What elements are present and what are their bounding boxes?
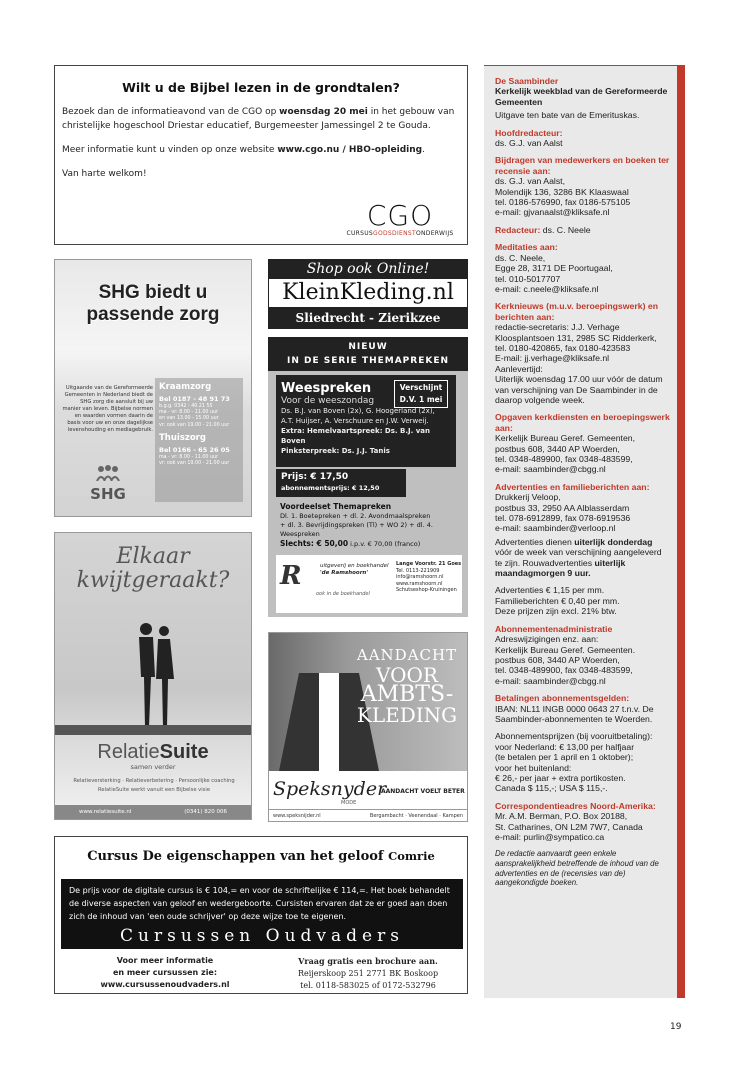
- sp-places: Bergambacht · Veenendaal · Kampen: [369, 813, 463, 819]
- shg-contact-panel: [155, 378, 243, 502]
- shg-headline: SHG biedt u passende zorg: [86, 282, 220, 325]
- cgo-logo: [330, 199, 470, 242]
- sp-footer: [269, 809, 467, 821]
- wp-authors: Ds. B.J. van Boven (2x), G. Hoogerland (2x),: [281, 407, 435, 415]
- relatiesuite-advertisement: [54, 532, 252, 820]
- shg-logo-text: SHG: [90, 485, 126, 503]
- wp-header-new: NIEUW: [348, 342, 388, 352]
- couple-silhouette-icon: [133, 621, 177, 731]
- co-brand: Cursussen Oudvaders: [120, 926, 404, 946]
- sp-website: www.speksnijder.nl: [273, 813, 321, 819]
- thuiszorg-heading: Thuiszorg: [159, 432, 206, 443]
- co-info-left: Voor meer informatie en meer cursussen zie: www.cursussenoudvaders.nl: [100, 956, 230, 989]
- rs-footer: [55, 805, 251, 819]
- wp-subtitle: Voor de weeszondag: [281, 396, 375, 406]
- sp-brand: Speksnyder: [273, 778, 387, 800]
- colophon-abonnementen: Abonnementenadministratie Adreswijzigingen enz. aan: Kerkelijk Bureau Geref. Gemeenten. postbus 608, 3440 AP Woerden, tel. 0348-489900, fax 0348-483599, e-mail: saambinder@cbgg.nl: [495, 623, 636, 686]
- themapreken-advertisement: [268, 337, 468, 617]
- cgo-advertisement: [54, 65, 468, 245]
- wp-main-block: [276, 375, 456, 467]
- shg-figures-icon: [93, 465, 123, 481]
- rs-website: www.relatiesuite.nl: [79, 809, 132, 815]
- cgo-title: Wilt u de Bijbel lezen in de grondtalen?: [122, 80, 400, 95]
- thuiszorg-line: ma - vr: 8.00 - 11.00 uur: [159, 454, 219, 460]
- colophon-masthead: [495, 76, 671, 121]
- colophon-disclaimer: De redactie aanvaardt geen enkele aansprakelijkheid betreffende de inhoud van de advertenties en de (recensies van de) aangekondigde boeken.: [495, 849, 659, 888]
- colophon-meditaties: Meditaties aan: ds. C. Neele, Egge 28, 3171 DE Poortugaal, tel. 010-5017707 e-mail: c.neele@kliksafe.nl: [495, 242, 613, 294]
- sp-headline: AANDACHT VOOR AMBTS- KLEDING: [356, 646, 458, 727]
- cgo-paragraph-1: Bezoek dan de informatieavond van de CGO op woensdag 20 mei in het gebouw van christelijke hogeschool Driestar educatief, Burgemeester Jamessingel 2 te Gouda.: [62, 107, 455, 131]
- thuiszorg-line: vr: ook van 19.00 - 21.00 uur: [159, 461, 230, 467]
- co-info-right: Vraag gratis een brochure aan. Reijerskoop 251 2771 BK Boskoop tel. 0118-583025 of 0172-532796: [297, 956, 439, 990]
- colophon-uitgave: Uitgave ten bate van de Emerituskas.: [495, 110, 640, 121]
- wp-voordeelset: Voordeelset Themapreken Dl. 1. Boetepreken + dl. 2. Avondmaalspreken + dl. 3. Bevrijdingspreken (Tl) + WO 2) + dl. 4. Weespreken Slechts: € 50,00 i.p.v. € 70,00 (franco): [280, 502, 433, 548]
- colophon-name: De Saambinder: [495, 76, 559, 86]
- wp-price-box: [276, 469, 406, 497]
- cgo-logo-subtitle: CURSUSGODSDIENSTONDERWIJS: [346, 230, 454, 237]
- wp-header: [268, 337, 468, 371]
- co-body: De prijs voor de digitale cursus is € 104,= en voor de schriftelijke € 114,=. Het boek behandelt de diverse aspecten van geloof en wedergeboorte. Cursisten ervaren dat ze er goed aan doen zich de inhoud van 'een oude schrijver' op deze wijze toe te eigenen.: [69, 886, 450, 921]
- rs-phone: (0341) 820 006: [184, 809, 227, 815]
- wp-authors: A.T. Huijser, A. Verschuure en J.W. Verweij.: [281, 417, 429, 425]
- wp-release-badge: Verschijnt D.V. 1 mei: [394, 380, 448, 408]
- cgo-paragraph-3: Van harte welkom!: [62, 169, 147, 179]
- ramshoorn-name: uitgeverij en boekhandel 'de Ramshoorn': [320, 563, 389, 576]
- cgo-paragraph-2: Meer informatie kunt u vinden op onze website www.cgo.nu / HBO-opleiding.: [62, 145, 425, 155]
- thuiszorg-phone: Bel 0166 - 65 26 05: [159, 445, 230, 454]
- shg-logo: [83, 465, 133, 503]
- colophon-prijzen: Advertenties € 1,15 per mm. Familieberichten € 0,40 per mm. Deze prijzen zijn excl. 21% btw.: [495, 585, 620, 617]
- oudvaders-advertisement: [54, 836, 468, 994]
- wp-price: Prijs: € 17,50: [281, 472, 349, 482]
- kraamzorg-line: ma - vr: 8.00 - 11.00 uur: [159, 410, 219, 416]
- wp-extra: Extra: Hemelvaartspreek: Ds. B.J. van Boven: [281, 427, 430, 445]
- colophon-hoofdredacteur: Hoofdredacteur: ds. G.J. van Aalst: [495, 127, 563, 149]
- co-dark-panel: [61, 879, 463, 949]
- ramshoorn-logo: R: [280, 561, 302, 591]
- kraamzorg-heading: Kraamzorg: [159, 382, 212, 392]
- colophon-subtitle: Kerkelijk weekblad van de Gereformeerde Gemeenten: [495, 86, 668, 107]
- ramshoorn-address: Lange Voorstr. 21 Goes Tel. 0113-221909 info@ramshoorn.nl www.ramshoorn.nl Schutseshop-Kruiningen: [396, 561, 462, 593]
- shg-advertisement: [54, 259, 252, 517]
- rs-brand: RelatieSuite: [97, 741, 209, 763]
- wp-title: Weespreken: [281, 381, 372, 396]
- wp-pinkster: Pinksterpreek: Ds. J.J. Tanis: [281, 447, 390, 455]
- colophon-opgaven: Opgaven kerkdiensten en beroepingswerk aan: Kerkelijk Bureau Geref. Gemeenten, postbus 608, 3440 AP Woerden, tel. 0348-489900, fax 0348-483599, e-mail: saambinder@cbgg.nl: [495, 412, 670, 475]
- kleinkleding-advertisement: [268, 259, 468, 329]
- ramshoorn-publisher: [276, 555, 462, 613]
- kraamzorg-phone: Bel 0187 - 48 91 73: [159, 395, 230, 403]
- colophon-redacteur: Redacteur: ds. C. Neele: [495, 224, 591, 235]
- page-number: 19: [670, 1022, 682, 1032]
- sp-tagline: AANDACHT VOELT BETER: [381, 788, 465, 795]
- colophon-kerknieuws: Kerknieuws (m.u.v. beroepingswerk) en berichten aan: redactie-secretaris: J.J. Verhage Kloosplantsoen 131, 2985 SC Ridderkerk, tel. 0180-420865, fax 0180-423583 E-mail: jj.verhage@kliksafe.nl Aanlevertijd: Uiterlijk woensdag 17.00 uur vóór de datum van verschijning van De Saambinder in de daarop volgende week.: [495, 301, 663, 405]
- wp-header-series: IN DE SERIE THEMAPREKEN: [286, 356, 450, 366]
- colophon-sidebar: [484, 65, 685, 998]
- rs-quote: Elkaar kwijtgeraakt?: [76, 544, 230, 593]
- kk-locations: Sliedrecht - Zierikzee: [268, 307, 468, 329]
- kraamzorg-line: vr: ook van 19.00 - 21.00 uur: [159, 422, 230, 428]
- shg-description: Uitgaande van de Gereformeerde Gemeenten in Nederland biedt de SHG zorg die aansluit bij uw manier van leven. Bijbelse normen en waarden vormen daarin de basis voor uw en onze dagelijkse levenshouding en mediagebruik.: [62, 385, 153, 433]
- co-title: Cursus De eigenschappen van het geloof Comrie: [87, 849, 435, 864]
- rs-services: Relatieversterking · Relatieverbetering · Persoonlijke coaching RelatieSuite werkt vanuit een Bijbelse visie: [73, 778, 235, 793]
- sp-mode: MODE: [341, 800, 357, 806]
- cgo-logo-letters: CGO: [366, 199, 434, 232]
- sp-photo: [269, 633, 467, 771]
- kk-shop-online: Shop ook Online!: [268, 259, 468, 279]
- ramshoorn-bookstore-note: ook in de boekhandel: [316, 591, 370, 597]
- colophon-bijdragen: Bijdragen van medewerkers en boeken ter recensie aan: ds. G.J. van Aalst, Molendijk 136, 3286 BK Klaaswaal tel. 0186-576990, fax 0186-575105 e-mail: gjvanaalst@kliksafe.nl: [495, 155, 670, 218]
- rs-tagline: samen verder: [130, 763, 176, 771]
- kk-brand: KleinKleding.nl: [268, 279, 468, 307]
- kraamzorg-line: b.g.g. 0342 - 40 21 55: [159, 404, 213, 409]
- speksnijder-advertisement: [268, 632, 468, 822]
- wp-subscription-price: abonnementsprijs: € 12,50: [281, 484, 380, 492]
- rs-ground: [55, 725, 251, 735]
- colophon-noord-amerika: Correspondentieadres Noord-Amerika: Mr. A.M. Berman, P.O. Box 20188, St. Catharines, ON L2M 7W7, Canada e-mail: purlin@sympatico.ca: [495, 800, 656, 842]
- colophon-abonnementsprijzen: Abonnementsprijzen (bij vooruitbetaling): voor Nederland: € 13,00 per halfjaar (te betalen per 1 april en 1 oktober); voor het buitenland: € 26,- per jaar + extra portikosten. Canada $ 115,-; USA $ 115,-.: [495, 731, 653, 794]
- colophon-advertenties: Advertenties en familieberichten aan: Drukkerij Veloop, postbus 33, 2950 AA Alblasserdam tel. 078-6912899, fax 078-6919536 e-mail: saambinder@verloop.nl Advertenties dienen uiterlijk donderdag vóór de week van verschijning aangeleverd te zijn. Rouwadvertenties uiterlijk maandagmorgen 9 uur.: [495, 481, 662, 579]
- shirt-icon: [319, 673, 339, 771]
- kraamzorg-line: en van 13.00 - 15.00 uur: [159, 416, 219, 422]
- colophon-betalingen: Betalingen abonnementsgelden: IBAN: NL11 INGB 0000 0643 27 t.n.v. De Saambinder-abonnementen te Woerden.: [495, 693, 654, 724]
